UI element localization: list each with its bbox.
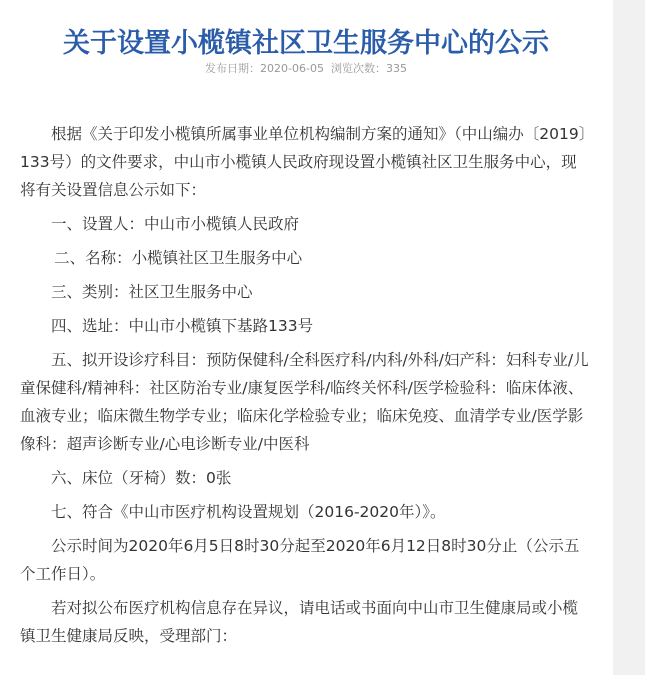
publish-date-label: 发布日期： xyxy=(205,62,261,75)
scrollbar-track[interactable] xyxy=(613,0,645,675)
publish-date: 2020-06-05 xyxy=(260,62,324,75)
paragraph-planning: 七、符合《中山市医疗机构设置规划（2016-2020年）》。 xyxy=(51,503,446,521)
paragraph-departments: 五、拟开设诊疗科目：预防保健科/全科医疗科/内科/外科/妇产科：妇科专业/儿童保健科/精神科：社区防治专业/康复医学科/临终关怀科/医学检验科：临床体液、血液专业；临床微生物学专业；临床化学检验专业；临床免疫、血清学专业/医学影像科：超声诊断专业/心电诊断专业/中医科 xyxy=(20,351,589,453)
paragraph-intro: 根据《关于印发小榄镇所属事业单位机构编制方案的通知》（中山编办〔2019〕133号）的文件要求，中山市小榄镇人民政府现设置小榄镇社区卫生服务中心，现将有关设置信息公示如下： xyxy=(20,125,587,199)
article-body xyxy=(20,120,590,656)
paragraph-beds: 六、床位（牙椅）数：0张 xyxy=(51,469,232,487)
view-count-label: 浏览次数： xyxy=(330,62,386,75)
article-title: 关于设置小榄镇社区卫生服务中心的公示 xyxy=(63,28,549,60)
paragraph-name: 二、名称：小榄镇社区卫生服务中心 xyxy=(54,249,303,267)
paragraph-location: 四、选址：中山市小榄镇下基路133号 xyxy=(51,317,314,335)
article-meta xyxy=(0,60,612,78)
paragraph-category: 三、类别：社区卫生服务中心 xyxy=(51,283,253,301)
paragraph-establisher: 一、设置人：中山市小榄镇人民政府 xyxy=(51,215,300,233)
paragraph-period: 公示时间为2020年6月5日8时30分起至2020年6月12日8时30分止（公示五个工作日）。 xyxy=(20,537,580,583)
paragraph-objection: 若对拟公布医疗机构信息存在异议，请电话或书面向中山市卫生健康局或小榄镇卫生健康局反映，受理部门： xyxy=(20,599,579,645)
view-count: 335 xyxy=(385,62,407,75)
